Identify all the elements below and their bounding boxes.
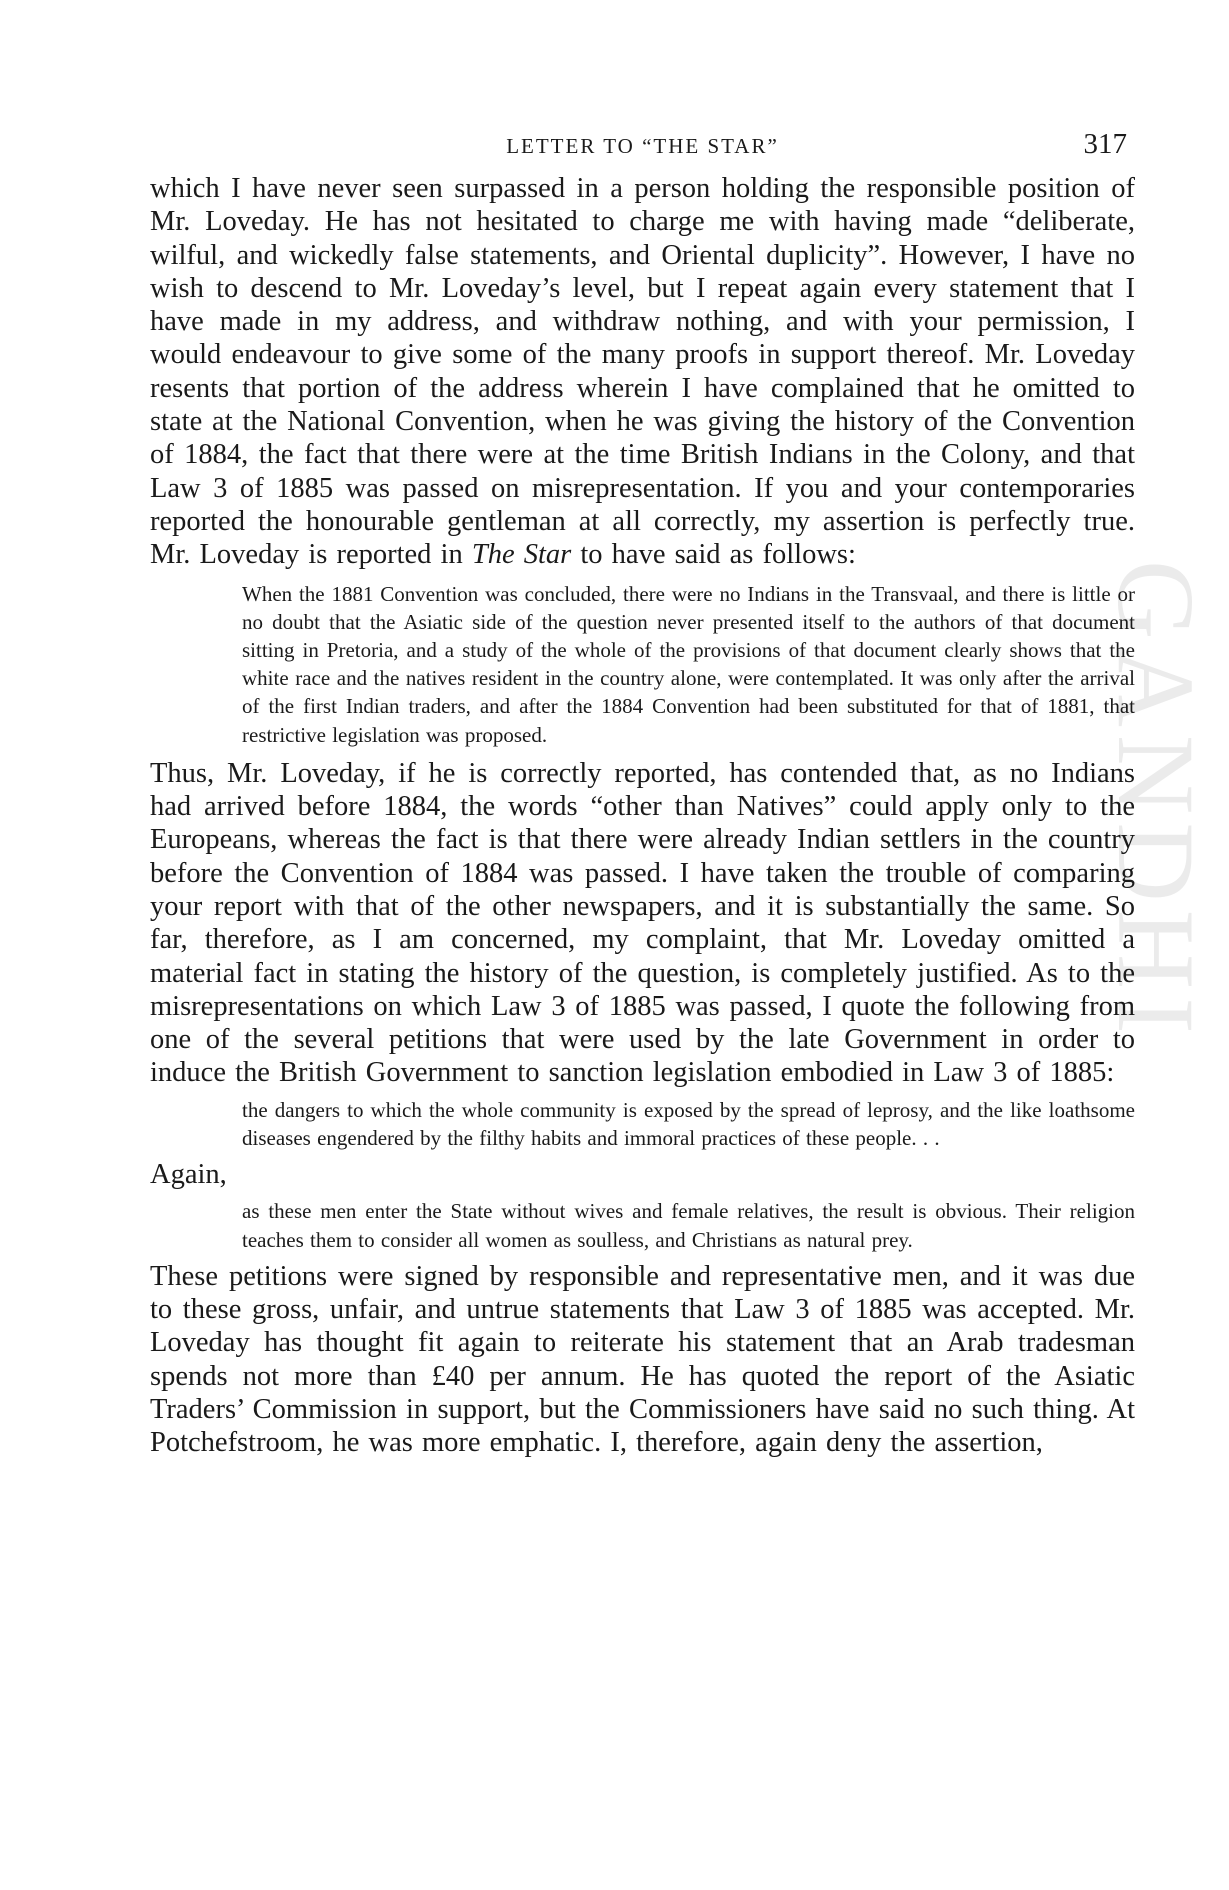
running-head-title: LETTER TO “THE STAR” — [506, 134, 779, 158]
block-quote-1: When the 1881 Convention was concluded, there were no Indians in the Transvaal, and there is little or no doubt that the Asiatic side of the question never presented itself to the authors of that document sitting in Pretoria, and a study of the whole of the provisions of that document clearly shows that the white race and the natives resident in the country alone, were contemplated. It was only after the arrival of the first Indian traders, and after the 1884 Convention had been substituted for that of 1881, that restrictive legislation was proposed. — [242, 581, 1135, 747]
page-body — [150, 172, 1135, 1460]
paragraph-1 — [150, 172, 1135, 572]
paragraph-1-text-a: which I have never seen surpassed in a person holding the responsible position of Mr. Loveday. He has not hesitated to charge me with having made “deliberate, wilful, and wickedly false statements, and Oriental duplicity”. However, I have no wish to descend to Mr. Loveday’s level, but I repeat again every statement that I have made in my address, and withdraw nothing, and with your permission, I would endeavour to give some of the many proofs in support thereof. Mr. Loveday resents that portion of the address wherein I have complained that he omitted to state at the National Convention, when he was giving the history of the Convention of 1884, the fact that there were at the time British Indians in the Colony, and that Law 3 of 1885 was passed on misrepresentation. If you and your contemporaries reported the honourable gentleman at all correctly, my assertion is perfectly true. Mr. Loveday is reported in — [150, 173, 1135, 571]
paragraph-3: Again, — [150, 1159, 227, 1191]
watermark: GANDHI — [1095, 560, 1217, 1042]
running-head — [150, 128, 1135, 168]
block-quote-3: as these men enter the State without wives and female relatives, the result is obvious. Their religion teaches them to consider all women as soulless, and Christians as natural prey. — [242, 1199, 1135, 1252]
paragraph-1-text-b: to have said as follows: — [571, 539, 856, 571]
newspaper-title: The Star — [471, 539, 572, 571]
block-quote-2: the dangers to which the whole community is exposed by the spread of leprosy, and the like loathsome diseases engendered by the filthy habits and immoral practices of these people. . . — [242, 1097, 1135, 1150]
page-number: 317 — [1083, 128, 1127, 160]
book-page — [150, 128, 1135, 1460]
paragraph-2: Thus, Mr. Loveday, if he is correctly reported, has contended that, as no Indians had arrived before 1884, the words “other than Natives” could apply only to the Europeans, whereas the fact is that there were already Indian settlers in the country before the Convention of 1884 was passed. I have taken the trouble of comparing your report with that of the other newspapers, and it is substantially the same. So far, therefore, as I am concerned, my complaint, that Mr. Loveday omitted a material fact in stating the history of the question, is completely justified. As to the misrepresentations on which Law 3 of 1885 was passed, I quote the following from one of the several petitions that were used by the late Government in order to induce the British Government to sanction legislation embodied in Law 3 of 1885: — [150, 757, 1135, 1089]
paragraph-4: These petitions were signed by responsible and representative men, and it was due to these gross, unfair, and untrue statements that Law 3 of 1885 was accepted. Mr. Loveday has thought fit again to reiterate his statement that an Arab tradesman spends not more than £40 per annum. He has quoted the report of the Asiatic Traders’ Commission in support, but the Commissioners have said no such thing. At Potchefstroom, he was more emphatic. I, therefore, again deny the assertion, — [150, 1260, 1135, 1459]
